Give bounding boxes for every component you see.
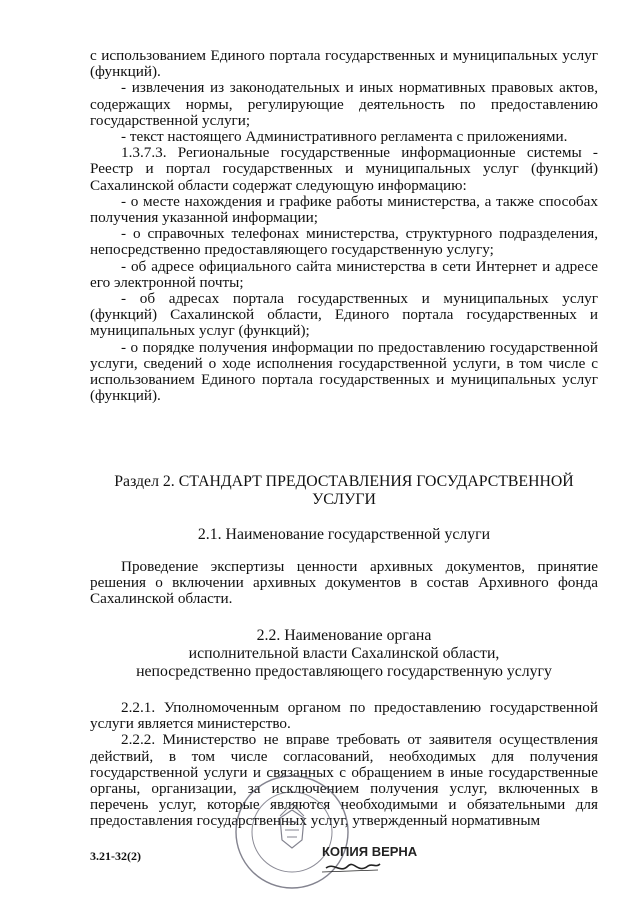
paragraph: Проведение экспертизы ценности архивных документов, принятие решения о включении архивных документов в состав Архивного фонда Сахалинской области.	[90, 558, 598, 608]
section-title-line: Раздел 2. СТАНДАРТ ПРЕДОСТАВЛЕНИЯ ГОСУДАРСТВЕННОЙ	[114, 473, 574, 490]
paragraph: 2.2.2. Министерство не вправе требовать от заявителя осуществления действий, в том числе согласований, необходимых для получения государственной услуги и связанных с обращением в иные государственные органы, организации, за исключением получения услуг, включенных в перечень услуг, которые являются необходимыми и обязательными для предоставления государственных услуг, утвержденный нормативным	[90, 731, 598, 830]
subsection-title-line: 2.2. Наименование органа	[256, 627, 432, 644]
subsection-title-2-2	[90, 627, 598, 681]
paragraph: с использованием Единого портала государственных и муниципальных услуг (функций).	[90, 47, 598, 81]
paragraph: - о порядке получения информации по предоставлению государственной услуги, сведений о ходе исполнения государственной услуги, в том числе с использованием Единого портала государственных и муниципальных услуг (функций).	[90, 338, 598, 405]
paragraph: 2.2.1. Уполномоченным органом по предоставлению государственной услуги является министерство.	[90, 699, 598, 733]
paragraph: - о справочных телефонах министерства, структурного подразделения, непосредственно предоставляющего государственную услугу;	[90, 225, 598, 259]
paragraph: - извлечения из законодательных и иных нормативных правовых актов, содержащих нормы, регулирующие деятельность по предоставлению государственной услуги;	[90, 79, 598, 129]
paragraph: - о месте нахождения и графике работы министерства, а также способах получения указанной информации;	[90, 192, 598, 227]
document-code: 3.21-32(2)	[90, 849, 141, 863]
stamp-label: КОПИЯ ВЕРНА	[322, 844, 418, 859]
signature-line	[322, 870, 378, 872]
subsection-2-1-body	[90, 559, 598, 608]
paragraph: 1.3.7.3. Региональные государственные информационные системы - Реестр и портал государственных и муниципальных услуг (функций) Сахалинской области содержат следующую информацию:	[90, 144, 598, 194]
subsection-title-line: исполнительной власти Сахалинской области,	[188, 645, 500, 662]
subsection-title-line: 2.1. Наименование государственной услуги	[197, 526, 491, 543]
section-title	[90, 473, 598, 509]
subsection-title-line: непосредственно предоставляющего государственную услугу	[136, 663, 552, 680]
subsection-title-2-1	[90, 526, 598, 544]
intro-block	[90, 48, 598, 404]
certification-stamp	[230, 770, 418, 905]
paragraph: - текст настоящего Административного регламента с приложениями.	[121, 128, 568, 146]
section-title-line: УСЛУГИ	[312, 491, 376, 508]
paragraph: - об адресе официального сайта министерства в сети Интернет и адресе его электронной почты;	[90, 257, 598, 291]
paragraph: - об адресах портала государственных и муниципальных услуг (функций) Сахалинской области, Единого портала государственных и муниципальных услуг (функций);	[90, 290, 598, 340]
stamp-outer-ring	[236, 776, 348, 888]
coat-of-arms-icon	[280, 804, 304, 848]
